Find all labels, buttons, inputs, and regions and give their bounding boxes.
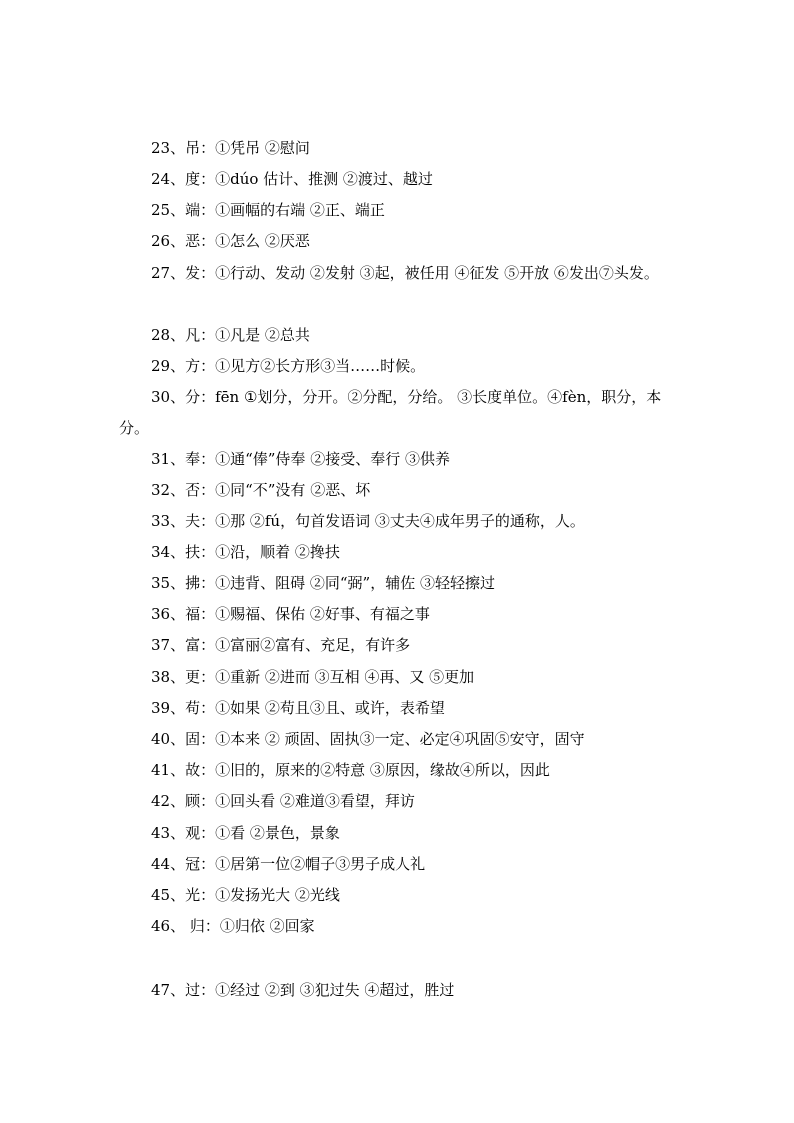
entry-24: 24、度：①dúo 估计、推测 ②渡过、越过 [151, 170, 433, 188]
entry-41: 41、故：①旧的，原来的②特意 ③原因，缘故④所以，因此 [151, 761, 550, 779]
entry-33: 33、夫：①那 ②fú，句首发语词 ③丈夫④成年男子的通称，人。 [151, 512, 585, 530]
entry-31: 31、奉：①通“俸”侍奉 ②接受、奉行 ③供养 [151, 450, 450, 468]
entry-38: 38、更：①重新 ②进而 ③互相 ④再、又 ⑤更加 [151, 668, 475, 686]
entry-43: 43、观：①看 ②景色，景象 [151, 824, 340, 842]
entry-44: 44、冠：①居第一位②帽子③男子成人礼 [151, 855, 426, 873]
entry-32: 32、否：①同“不”没有 ②恶、坏 [151, 481, 371, 499]
entry-34: 34、扶：①沿，顺着 ②搀扶 [151, 543, 340, 561]
entry-45: 45、光：①发扬光大 ②光线 [151, 886, 340, 904]
entry-39: 39、苟：①如果 ②苟且③且、或许，表希望 [151, 699, 445, 717]
entry-28: 28、凡：①凡是 ②总共 [151, 326, 310, 344]
entry-46: 46、 归：①归依 ②回家 [151, 917, 315, 935]
entry-36: 36、福：①赐福、保佑 ②好事、有福之事 [151, 605, 430, 623]
entry-47: 47、过：①经过 ②到 ③犯过失 ④超过，胜过 [151, 981, 455, 999]
entry-27: 27、发：①行动、发动 ②发射 ③起，被任用 ④征发 ⑤开放 ⑥发出⑦头发。 [151, 264, 659, 282]
entry-40: 40、固：①本来 ② 顽固、固执③一定、必定④巩固⑤安守，固守 [151, 730, 585, 748]
entry-35: 35、拂：①违背、阻碍 ②同“弼”，辅佐 ③轻轻擦过 [151, 574, 495, 592]
entry-25: 25、端：①画幅的右端 ②正、端正 [151, 201, 385, 219]
entry-26: 26、恶：①怎么 ②厌恶 [151, 232, 310, 250]
entry-23: 23、吊：①凭吊 ②慰问 [151, 139, 310, 157]
entry-29: 29、方：①见方②长方形③当……时候。 [151, 357, 426, 375]
entry-42: 42、顾：①回头看 ②难道③看望，拜访 [151, 792, 415, 810]
entry-37: 37、富：①富丽②富有、充足，有许多 [151, 636, 411, 654]
entry-30: 30、分：fēn ①划分，分开。②分配，分给。 ③长度单位。④fèn，职分，本分。 [119, 388, 662, 437]
